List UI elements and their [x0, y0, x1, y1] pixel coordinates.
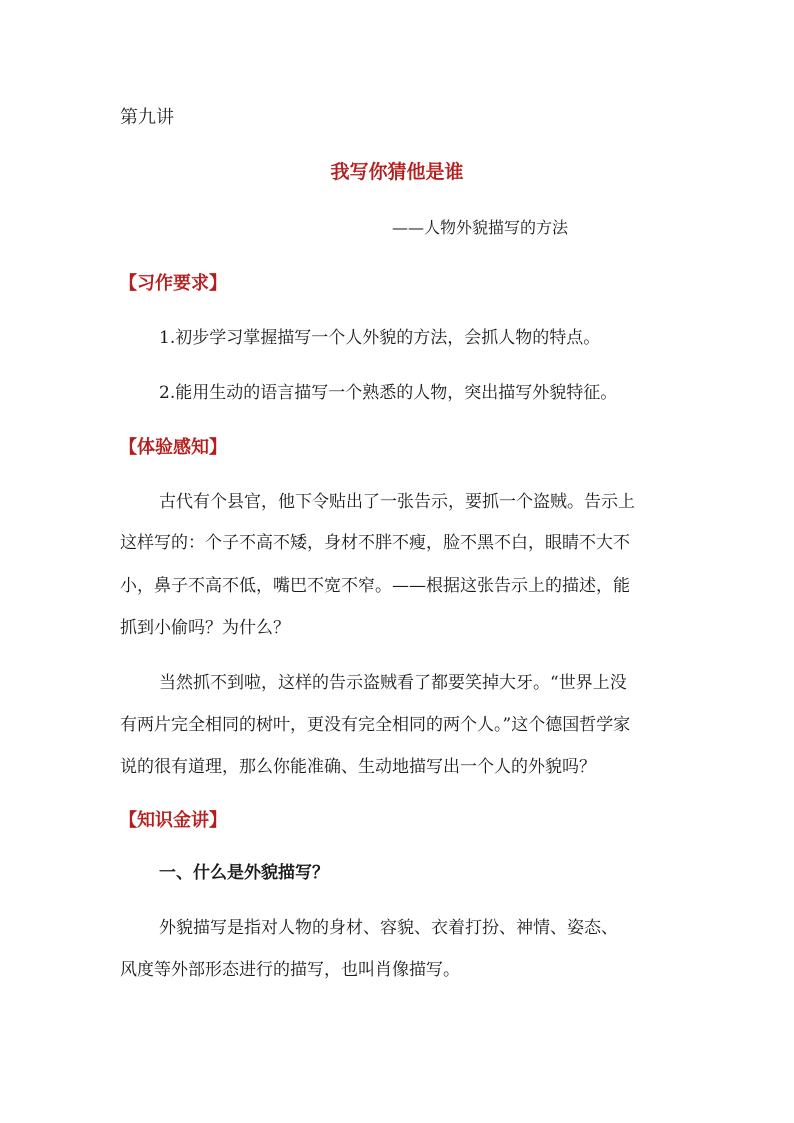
paragraph-line: 风度等外部形态进行的描写，也叫肖像描写。	[120, 960, 460, 980]
subsection-heading: 一、什么是外貌描写？	[159, 863, 329, 883]
paragraph-line: 抓到小偷吗？为什么？	[120, 618, 290, 638]
paragraph-line: 这样写的：个子不高不矮，身材不胖不瘦，脸不黑不白，眼睛不大不	[120, 533, 630, 553]
requirement-item: 1.初步学习掌握描写一个人外貌的方法，会抓人物的特点。	[159, 328, 601, 348]
section-heading-knowledge: 【知识金讲】	[119, 810, 227, 831]
requirement-item: 2.能用生动的语言描写一个熟悉的人物，突出描写外貌特征。	[159, 383, 618, 403]
paragraph-line: 有两片完全相同的树叶，更没有完全相同的两个人。”这个德国哲学家	[120, 715, 631, 735]
lesson-subtitle: ——人物外貌描写的方法	[392, 218, 569, 237]
paragraph-line: 古代有个县官，他下令贴出了一张告示，要抓一个盗贼。告示上	[159, 492, 635, 512]
paragraph-line: 说的很有道理，那么你能准确、生动地描写出一个人的外貌吗？	[120, 757, 596, 777]
section-heading-requirements: 【习作要求】	[119, 273, 227, 294]
lecture-number: 第九讲	[120, 107, 174, 128]
section-heading-experience: 【体验感知】	[119, 437, 227, 458]
paragraph-line: 当然抓不到啦，这样的告示盗贼看了都要笑掉大牙。“世界上没	[159, 673, 627, 693]
lesson-title: 我写你猜他是谁	[330, 161, 464, 183]
paragraph-line: 小，鼻子不高不低，嘴巴不宽不窄。——根据这张告示上的描述，能	[120, 576, 630, 596]
paragraph-line: 外貌描写是指对人物的身材、容貌、衣着打扮、神情、姿态、	[159, 918, 618, 938]
